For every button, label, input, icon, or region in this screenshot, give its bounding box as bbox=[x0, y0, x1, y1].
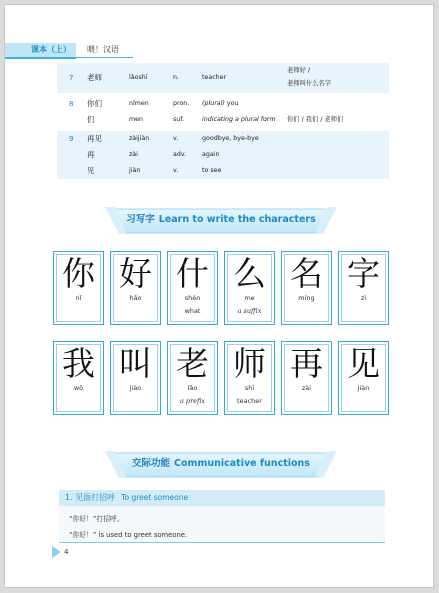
entry-number: 7 bbox=[69, 74, 74, 82]
character: 名 bbox=[290, 254, 323, 293]
word-pinyin: jiàn bbox=[129, 167, 141, 174]
function-body bbox=[59, 506, 385, 543]
character-pinyin: jiàn bbox=[357, 384, 370, 392]
word-hanzi: 再 bbox=[87, 150, 95, 159]
vocab-row bbox=[57, 96, 389, 112]
character: 师 bbox=[233, 344, 266, 383]
character-grid-row-1 bbox=[53, 251, 391, 327]
word-hanzi: 再见 bbox=[87, 134, 102, 143]
vocab-row bbox=[57, 131, 389, 147]
banner-title-en: Learn to write the characters bbox=[158, 214, 316, 225]
word-example: 老师叫什么名字 bbox=[287, 80, 332, 87]
character: 再 bbox=[290, 344, 323, 383]
word-example: 老师好 / bbox=[287, 67, 311, 74]
character-cell bbox=[110, 341, 161, 415]
banner-title bbox=[105, 451, 337, 477]
character-cell bbox=[110, 251, 161, 325]
character-cell bbox=[338, 251, 389, 325]
word-pinyin: lǎoshī bbox=[129, 74, 148, 81]
banner-title-cn: 习写字 bbox=[126, 214, 155, 225]
word-pos: v. bbox=[173, 167, 179, 174]
word-meaning: indicating a plural form bbox=[202, 116, 276, 123]
vocab-entry-7 bbox=[57, 63, 389, 93]
word-meaning bbox=[202, 96, 238, 112]
character-pinyin: jiào bbox=[129, 384, 142, 392]
entry-number: 9 bbox=[69, 135, 74, 143]
word-hanzi: 老师 bbox=[87, 73, 102, 82]
character: 见 bbox=[347, 344, 380, 383]
word-pinyin: zàijiàn bbox=[129, 135, 150, 142]
vocabulary-table bbox=[57, 63, 389, 179]
meaning-note: (plural) bbox=[202, 100, 225, 107]
character-pinyin: wǒ bbox=[73, 384, 84, 392]
word-pinyin: men bbox=[129, 116, 143, 123]
character-cell bbox=[53, 251, 104, 325]
meaning-text: you bbox=[224, 100, 239, 107]
entry-number: 8 bbox=[69, 100, 74, 108]
function-text-cn: “你好！”打招呼。 bbox=[69, 515, 124, 523]
page-header bbox=[5, 43, 133, 59]
vocab-entry-9 bbox=[57, 131, 389, 179]
character-cell bbox=[224, 341, 275, 415]
word-meaning: to see bbox=[202, 167, 222, 174]
character: 叫 bbox=[119, 344, 152, 383]
word-hanzi: 们 bbox=[87, 115, 95, 124]
word-pos: n. bbox=[173, 74, 179, 81]
character-cell bbox=[167, 251, 218, 325]
word-hanzi: 你们 bbox=[87, 99, 102, 108]
character: 什 bbox=[176, 254, 209, 293]
textbook-page bbox=[4, 4, 434, 588]
vocab-row bbox=[57, 147, 389, 163]
character: 么 bbox=[233, 254, 266, 293]
character-pinyin: me bbox=[244, 294, 255, 302]
character-cell bbox=[281, 251, 332, 325]
vocab-row bbox=[57, 163, 389, 179]
vocab-entry-8 bbox=[57, 96, 389, 128]
function-box bbox=[59, 490, 385, 544]
vocab-row bbox=[57, 112, 389, 128]
word-pos: v. bbox=[173, 135, 179, 142]
character: 老 bbox=[176, 344, 209, 383]
word-pos: suf. bbox=[173, 116, 185, 123]
function-text-en: “你好！” is used to greet someone. bbox=[69, 531, 188, 539]
word-pinyin: nǐmen bbox=[129, 100, 149, 107]
character: 我 bbox=[62, 344, 95, 383]
header-rule bbox=[5, 57, 133, 58]
character-pinyin: hǎo bbox=[129, 294, 142, 302]
character: 字 bbox=[347, 254, 380, 293]
section-banner-writing bbox=[105, 207, 337, 235]
character-gloss: what bbox=[184, 307, 201, 315]
character-gloss: teacher bbox=[237, 397, 262, 405]
section-banner-functions bbox=[105, 451, 337, 479]
banner-title-cn: 交际功能 bbox=[132, 458, 171, 469]
function-title bbox=[65, 490, 188, 506]
word-meaning: again bbox=[202, 151, 220, 158]
word-pos: pron. bbox=[173, 100, 190, 107]
character: 你 bbox=[62, 254, 95, 293]
function-title-en: To greet someone bbox=[121, 493, 189, 502]
book-label: 课本（上） bbox=[5, 43, 76, 59]
character-pinyin: shén bbox=[184, 294, 201, 302]
character-gloss: a suffix bbox=[237, 307, 262, 315]
word-hanzi: 见 bbox=[87, 166, 95, 175]
word-pos: adv. bbox=[173, 151, 187, 158]
character-pinyin: míng bbox=[298, 294, 315, 302]
vocab-row bbox=[57, 63, 389, 93]
character-pinyin: zì bbox=[360, 294, 367, 302]
banner-title-en: Communicative functions bbox=[174, 458, 310, 469]
character-cell bbox=[224, 251, 275, 325]
lesson-title: 喂！汉语 bbox=[87, 45, 119, 54]
word-pinyin: zài bbox=[129, 151, 138, 158]
banner-title bbox=[105, 207, 337, 233]
word-example: 你们 / 我们 / 老师们 bbox=[287, 116, 344, 123]
page-marker-icon bbox=[52, 546, 61, 558]
character-grid-row-2 bbox=[53, 341, 391, 417]
character-pinyin: zài bbox=[301, 384, 312, 392]
character: 好 bbox=[119, 254, 152, 293]
character-pinyin: shī bbox=[244, 384, 255, 392]
word-meaning: goodbye, bye-bye bbox=[202, 135, 259, 142]
character-cell bbox=[281, 341, 332, 415]
function-title-cn: 1. 见面打招呼 bbox=[65, 493, 116, 502]
word-meaning: teacher bbox=[202, 74, 227, 81]
character-cell bbox=[167, 341, 218, 415]
character-gloss: a prefix bbox=[179, 397, 206, 405]
function-header bbox=[59, 490, 385, 506]
character-cell bbox=[53, 341, 104, 415]
character-cell bbox=[338, 341, 389, 415]
character-pinyin: nǐ bbox=[75, 294, 82, 302]
page-number-text: 4 bbox=[64, 548, 69, 556]
character-pinyin: lǎo bbox=[187, 384, 198, 392]
